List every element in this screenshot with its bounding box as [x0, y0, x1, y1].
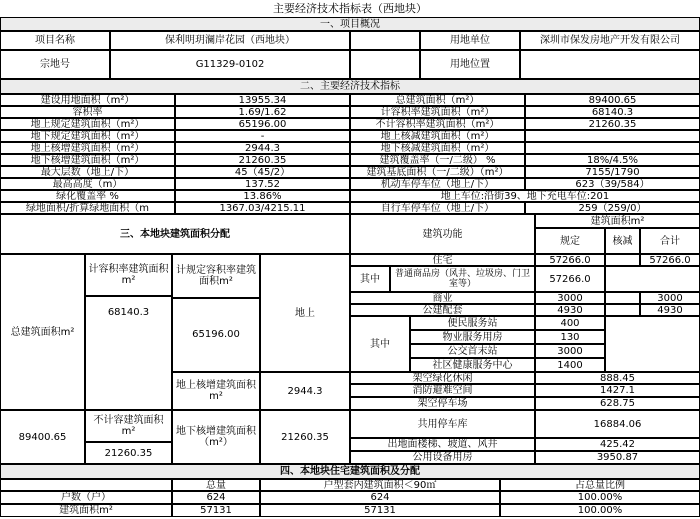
s4-row-type: 57131 [260, 504, 500, 517]
s2-right-value [525, 130, 700, 142]
shared-parking-label: 共用停车库 [350, 410, 535, 438]
section4-heading: 四、本地块住宅建筑面积及分配 [0, 464, 700, 479]
fire-refuge-label: 消防避难空间 [350, 384, 535, 397]
public-total: 4930 [640, 304, 700, 316]
public-item-label: 便民服务站 [410, 316, 535, 330]
s2-left-value: 2944.3 [175, 142, 350, 154]
s2-right-value: 259（259/0） [525, 202, 700, 214]
empty-cell [605, 316, 700, 372]
s2-left-value: 1367.03/4215.11 [175, 202, 350, 214]
s2-right-value: 68140.3 [525, 106, 700, 118]
col-total-header: 合计 [640, 228, 700, 254]
s4-col-ratio: 占总量比例 [500, 479, 700, 491]
far-area-label: 计容积率建筑面积 m² [85, 254, 172, 296]
public-item-label: 公交首末站 [410, 344, 535, 358]
land-unit-label: 用地单位 [420, 31, 520, 50]
public-equipment-value: 3950.87 [535, 451, 700, 464]
s2-left-value: 13.86% [175, 190, 350, 202]
s2-right-label: 总建筑面积（m²） [350, 94, 525, 106]
func-header: 建筑功能 [350, 214, 535, 254]
s2-left-value: 65196.00 [175, 118, 350, 130]
land-location-label: 用地位置 [420, 50, 520, 79]
public-item-value: 400 [535, 316, 605, 330]
s2-left-label: 地上规定建筑面积（m²） [0, 118, 175, 130]
overhead-green-label: 架空绿化休闲 [350, 372, 535, 384]
commerce-plan: 3000 [535, 292, 605, 304]
fire-refuge-value: 1427.1 [535, 384, 700, 397]
s4-row-label: 户数（户） [0, 491, 172, 504]
s2-left-label: 容积率 [0, 106, 175, 118]
residence-label: 住宅 [350, 254, 535, 266]
exit-stairs-label: 出地面楼梯、坡道、风井 [350, 438, 535, 451]
s2-right-label: 地下核减建筑面积（m²） [350, 142, 525, 154]
s2-right-value [525, 142, 700, 154]
total-area-label: 总建筑面积m² [0, 254, 85, 410]
public-item-label: 物业服务用房 [410, 330, 535, 344]
public-plan: 4930 [535, 304, 605, 316]
s2-right-value: 7155/1790 [525, 166, 700, 178]
s2-left-label: 绿地面积/折算绿地面积（m [0, 202, 175, 214]
s2-right-label: 地上核减建筑面积（m²） [350, 130, 525, 142]
project-name-label: 项目名称 [0, 31, 110, 50]
table-title: 主要经济技术指标表（西地块） [0, 0, 700, 17]
s2-left-label: 地下核增建筑面积（m²） [0, 154, 175, 166]
s2-left-value: 21260.35 [175, 154, 350, 166]
nonfar-label: 不计容建筑面积 m² [85, 410, 172, 442]
above-inc-value: 2944.3 [260, 372, 350, 410]
s2-left-value: 1.69/1.62 [175, 106, 350, 118]
s2-right-label: 建筑覆盖率（一/二级） % [350, 154, 525, 166]
s4-col-total: 总量 [172, 479, 260, 491]
section2-heading: 二、主要经济技术指标 [0, 79, 700, 94]
s2-right-label: 不计容积率建筑面积（m²） [350, 118, 525, 130]
under-inc-value: 21260.35 [260, 410, 350, 464]
s2-right-value: 89400.65 [525, 94, 700, 106]
s4-row-type: 624 [260, 491, 500, 504]
s2-right-label: 机动车停车位（地上/下） [350, 178, 525, 190]
public-minus [605, 304, 640, 316]
s4-row-ratio: 100.00% [500, 491, 700, 504]
overhead-green-value: 888.45 [535, 372, 700, 384]
among-label: 其中 [350, 316, 410, 372]
area-header: 建筑面积m² [535, 214, 700, 228]
public-item-value: 130 [535, 330, 605, 344]
overhead-parking-value: 628.75 [535, 397, 700, 410]
above-ground-label: 地上 [260, 254, 350, 372]
above-inc-label: 地上核增建筑面积m² [172, 372, 260, 410]
s2-right-value: 18%/4.5% [525, 154, 700, 166]
commodity-label: 普通商品房（风井、垃圾房、门卫室等） [390, 266, 535, 292]
public-item-value: 1400 [535, 358, 605, 372]
plan-far-label: 计规定容积率建筑面积m² [172, 254, 260, 298]
empty-cell [605, 266, 700, 292]
s4-col-type: 户型套内建筑面积＜90㎡ [260, 479, 500, 491]
public-item-label: 社区健康服务中心 [410, 358, 535, 372]
s2-right-label: 建筑基底面积（一/二级）（m²） [350, 166, 525, 178]
land-location-value [520, 50, 700, 79]
s4-row-ratio: 100.00% [500, 504, 700, 517]
commerce-label: 商业 [350, 292, 535, 304]
s4-row-label: 建筑面积m² [0, 504, 172, 517]
section3-heading: 三、本地块建筑面积分配 [0, 214, 350, 254]
public-item-value: 3000 [535, 344, 605, 358]
shared-parking-value: 16884.06 [535, 410, 700, 438]
plan-far-value: 65196.00 [172, 298, 260, 372]
under-inc-label: 地下核增建筑面积（m²） [172, 410, 260, 464]
public-equipment-label: 公用设备用房 [350, 451, 535, 464]
s2-right-label: 自行车停车位（地上/下） [350, 202, 525, 214]
s2-left-value: 13955.34 [175, 94, 350, 106]
s2-right-label-wide: 地上车位:沿街39、地下充电车位:201 [350, 190, 700, 202]
commerce-minus [605, 292, 640, 304]
far-area-value: 68140.3 [85, 296, 172, 410]
spacer-cell [350, 31, 420, 50]
s2-left-value: - [175, 130, 350, 142]
s4-corner [0, 479, 172, 491]
col-plan-header: 规定 [535, 228, 605, 254]
residence-minus [605, 254, 640, 266]
s2-left-label: 地上核增建筑面积（m²） [0, 142, 175, 154]
residence-total: 57266.0 [640, 254, 700, 266]
parcel-no-value: G11329-0102 [110, 50, 350, 79]
land-unit-value: 深圳市保发房地产开发有限公司 [520, 31, 700, 50]
among-label: 其中 [350, 266, 390, 292]
spacer-cell [350, 50, 420, 79]
s2-left-label: 最大层数（地上/下） [0, 166, 175, 178]
s2-left-label: 最高高度（m） [0, 178, 175, 190]
s2-left-label: 绿化覆盖率 % [0, 190, 175, 202]
commerce-total: 3000 [640, 292, 700, 304]
s4-row-total: 624 [172, 491, 260, 504]
project-name-value: 保利明玥澜岸花园（西地块） [110, 31, 350, 50]
s2-right-label: 计容积率建筑面积（m²） [350, 106, 525, 118]
s2-left-label: 地下规定建筑面积（m²） [0, 130, 175, 142]
exit-stairs-value: 425.42 [535, 438, 700, 451]
nonfar-value: 21260.35 [85, 442, 172, 464]
s4-row-total: 57131 [172, 504, 260, 517]
parcel-no-label: 宗地号 [0, 50, 110, 79]
section1-heading: 一、项目概况 [0, 17, 700, 31]
s2-left-value: 45（45/2） [175, 166, 350, 178]
overhead-parking-label: 架空停车场 [350, 397, 535, 410]
commodity-plan: 57266.0 [535, 266, 605, 292]
s2-left-label: 建设用地面积（m²） [0, 94, 175, 106]
total-area-value: 89400.65 [0, 410, 85, 464]
residence-plan: 57266.0 [535, 254, 605, 266]
col-minus-header: 核减 [605, 228, 640, 254]
s2-right-value: 21260.35 [525, 118, 700, 130]
public-label: 公建配套 [350, 304, 535, 316]
s2-left-value: 137.52 [175, 178, 350, 190]
s2-right-value: 623（39/584） [525, 178, 700, 190]
